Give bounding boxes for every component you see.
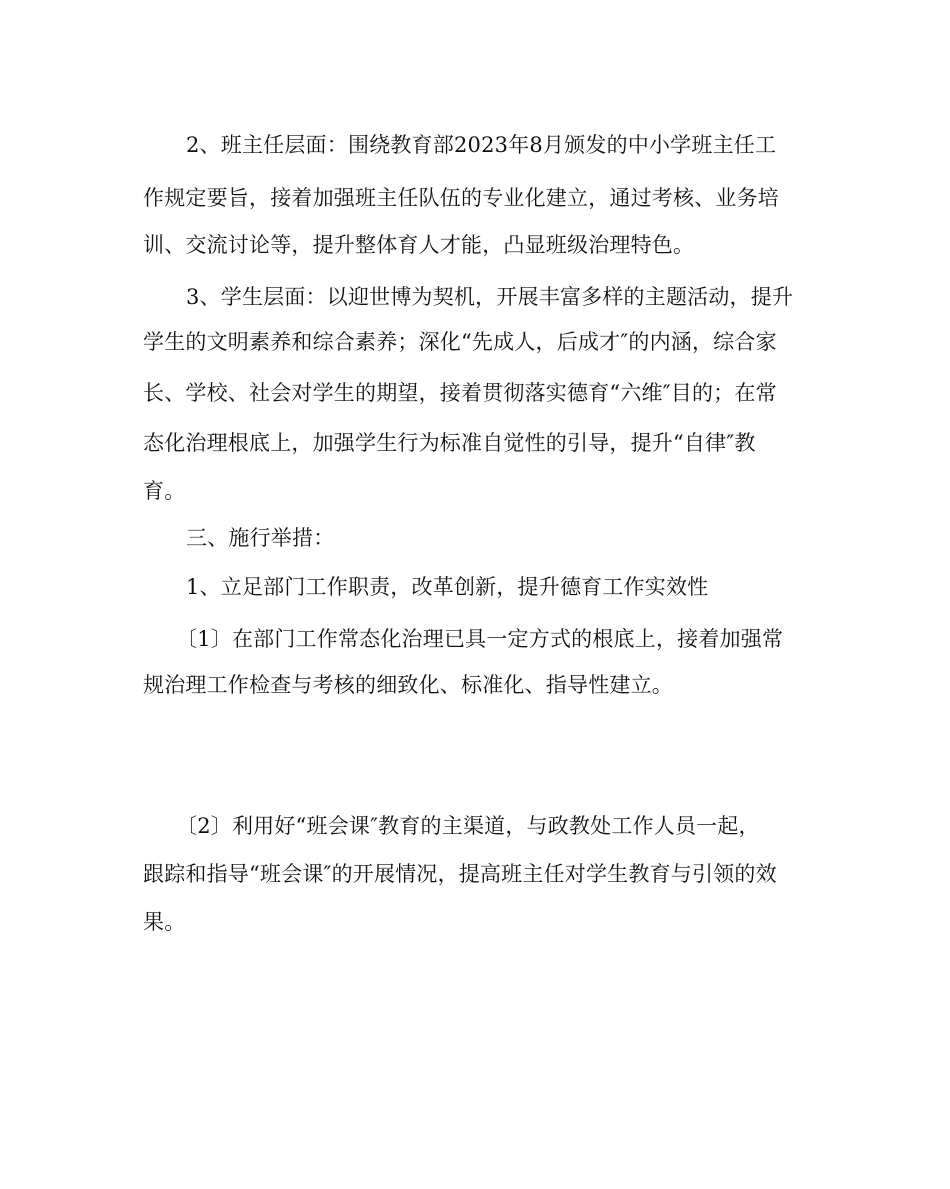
paragraph-2-line-2: 学生的文明素养和综合素养；深化“先成人，后成才″的内涵，综合家 [143,330,777,354]
section-heading: 三、施行举措： [186,526,335,550]
paragraph-2-line-1: 3、学生层面：以迎世博为契机，开展丰富多样的主题活动，提升 [186,285,794,309]
paragraph-1-line-1: 2、班主任层面：围绕教育部2023年8月颁发的中小学班主任工 [186,133,777,157]
paragraph-1-line-2: 作规定要旨，接着加强班主任队伍的专业化建立，通过考核、业务培 [143,186,779,210]
sub-item-2-line-2: 跟踪和指导“班会课″的开展情况，提高班主任对学生教育与引领的效 [143,862,777,886]
sub-item-2-line-1: 〔2〕利用好“班会课″教育的主渠道，与政教处工作人员一起， [176,814,760,838]
sub-item-1-line-1: 〔1〕在部门工作常态化治理已具一定方式的根底上，接着加强常 [176,627,784,651]
paragraph-2-line-4: 态化治理根底上，加强学生行为标准自觉性的引导，提升“自律″教 [143,431,756,455]
paragraph-2-line-3: 长、学校、社会对学生的期望，接着贯彻落实德育“六维″目的；在常 [143,381,777,405]
sub-item-1-line-2: 规治理工作检查与考核的细致化、标准化、指导性建立。 [143,673,673,697]
paragraph-1-line-3: 训、交流讨论等，提升整体育人才能，凸显班级治理特色。 [143,233,695,257]
item-1-heading: 1、立足部门工作职责，改革创新，提升德育工作实效性 [186,575,709,599]
paragraph-2-line-5: 育。 [143,479,186,503]
sub-item-2-line-3: 果。 [143,910,186,934]
